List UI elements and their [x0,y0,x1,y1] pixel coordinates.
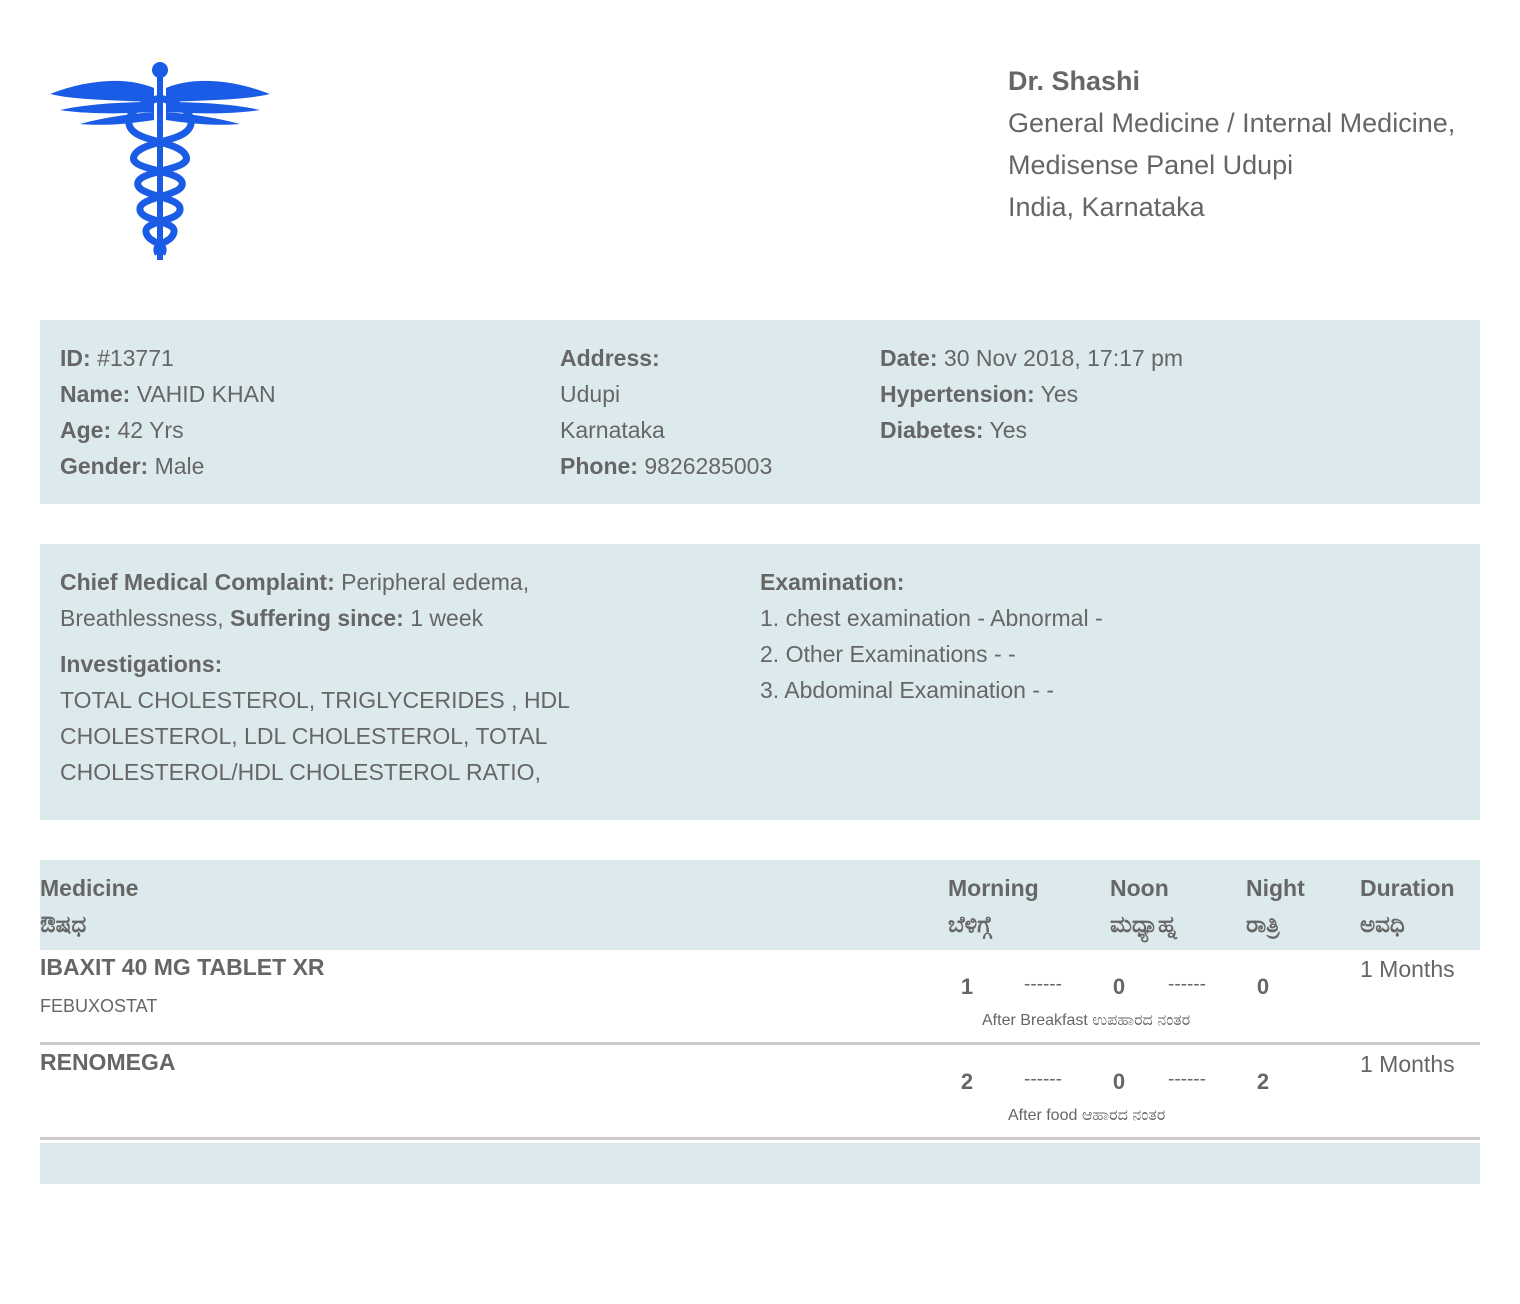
medicine-generic: FEBUXOSTAT [40,996,158,1016]
examination-item: 3. Abdominal Examination - - [760,677,1055,703]
name-label: Name: [60,381,131,407]
header-morning-en: Morning [948,875,1039,901]
patient-address [560,340,772,484]
hypertension-value: Yes [1040,381,1079,407]
suffering-value: 1 week [410,605,484,631]
address-line2: Karnataka [560,417,665,443]
header-duration-kn: ಅವಧಿ [1360,911,1405,937]
dose-morning: 2 [960,1069,974,1094]
date-label: Date: [880,345,938,371]
header-night-kn: ರಾತ್ರಿ [1246,911,1280,937]
complaint-value-2: Breathlessness, [60,605,224,631]
dose-noon: 0 [1112,1069,1126,1094]
header-medicine [40,870,138,942]
header-night-en: Night [1246,875,1305,901]
id-label: ID: [60,345,91,371]
header-morning [948,870,1039,942]
complaint-value-1: Peripheral edema, [341,569,530,595]
doctor-info [1008,60,1455,228]
investigations-label: Investigations: [60,651,223,677]
phone-value: 9826285003 [644,453,773,479]
suffering-label: Suffering since: [230,605,404,631]
id-value: #13771 [97,345,174,371]
patient-info-panel [40,320,1480,504]
hypertension-label: Hypertension: [880,381,1035,407]
complaint-section [60,564,660,790]
doctor-name: Dr. Shashi [1008,66,1141,96]
medicine-name: RENOMEGA [40,1049,176,1075]
age-value: 42 Yrs [117,417,184,443]
address-label: Address: [560,345,660,371]
address-line1: Udupi [560,381,621,407]
medicine-name: IBAXIT 40 MG TABLET XR [40,954,325,980]
date-value: 30 Nov 2018, 17:17 pm [943,345,1184,371]
caduceus-icon [46,58,274,264]
examination-item: 1. chest examination - Abnormal - [760,605,1103,631]
diabetes-label: Diabetes: [880,417,984,443]
header-medicine-kn: ಔಷಧ [40,911,87,937]
dose-separator: ------ [1168,974,1206,995]
dose-night: 2 [1256,1069,1270,1094]
examination-section [760,564,1103,708]
investigations-line: CHOLESTEROL, LDL CHOLESTEROL, TOTAL [60,723,548,749]
dose-instruction: After Breakfast ಉಪಹಾರದ ನಂತರ [982,1012,1191,1029]
table-footer-bar [40,1143,1480,1184]
caduceus-logo [46,58,274,264]
dose-night: 0 [1256,974,1270,999]
duration: 1 Months [1360,956,1455,982]
header-duration [1360,870,1455,942]
dose-noon: 0 [1112,974,1126,999]
age-label: Age: [60,417,112,443]
duration: 1 Months [1360,1051,1455,1077]
header-night [1246,870,1305,942]
doctor-location: India, Karnataka [1008,192,1205,222]
doctor-panel: Medisense Panel Udupi [1008,150,1294,180]
header-morning-kn: ಬೆಳಿಗ್ಗೆ [948,911,992,937]
header-duration-en: Duration [1360,875,1455,901]
header-medicine-en: Medicine [40,875,139,901]
diabetes-value: Yes [989,417,1028,443]
gender-value: Male [154,453,205,479]
complaint-label: Chief Medical Complaint: [60,569,335,595]
dose-instruction: After food ಆಹಾರದ ನಂತರ [1008,1107,1166,1124]
header-noon-kn: ಮಧ್ಯಾಹ್ನ [1110,911,1178,937]
table-row [40,1045,1480,1140]
patient-identity [60,340,276,484]
examination-item: 2. Other Examinations - - [760,641,1016,667]
table-row [40,950,1480,1045]
dose-separator: ------ [1168,1069,1206,1090]
patient-conditions [880,340,1183,448]
dose-separator: ------ [1024,1069,1062,1090]
gender-label: Gender: [60,453,149,479]
medicine-table-header [40,860,1480,950]
header-noon [1110,870,1177,942]
clinical-panel [40,544,1480,820]
investigations-line: CHOLESTEROL/HDL CHOLESTEROL RATIO, [60,759,541,785]
header-noon-en: Noon [1110,875,1169,901]
dose-morning: 1 [960,974,974,999]
investigations-line: TOTAL CHOLESTEROL, TRIGLYCERIDES , HDL [60,687,570,713]
phone-label: Phone: [560,453,638,479]
examination-label: Examination: [760,569,905,595]
name-value: VAHID KHAN [136,381,276,407]
doctor-specialty: General Medicine / Internal Medicine, [1008,108,1456,138]
dose-separator: ------ [1024,974,1062,995]
